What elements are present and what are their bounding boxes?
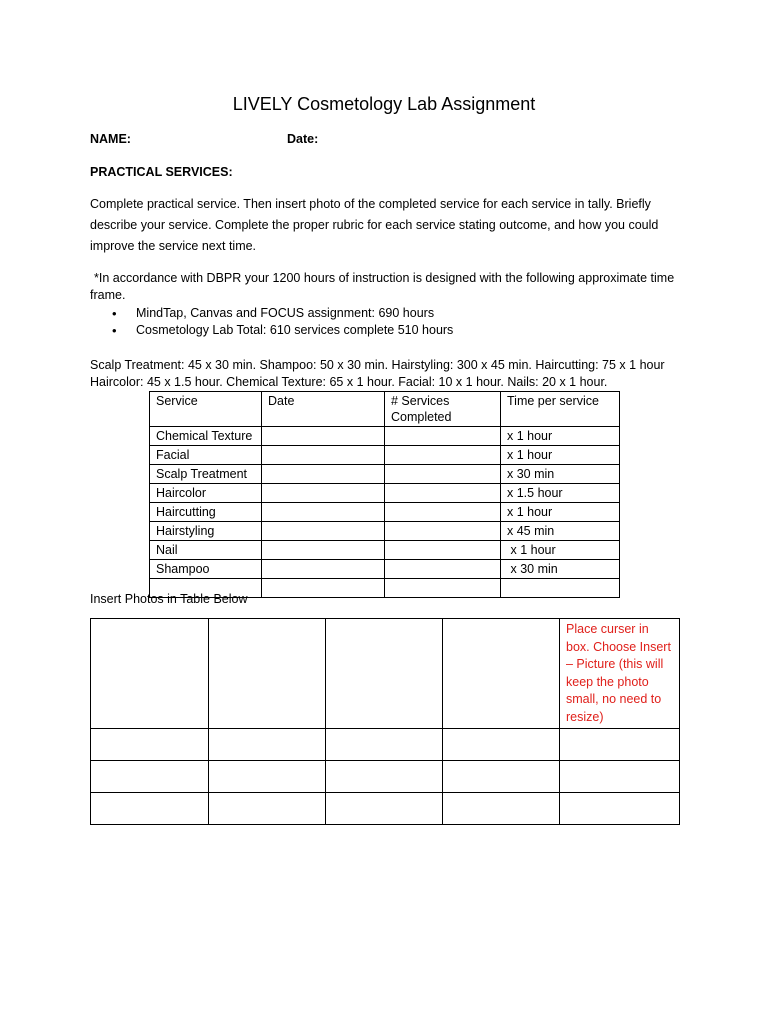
count-cell[interactable] — [385, 465, 501, 484]
page-title: LIVELY Cosmetology Lab Assignment — [232, 94, 536, 114]
date-cell[interactable] — [262, 446, 385, 465]
service-cell: Scalp Treatment — [150, 465, 262, 484]
photo-cell[interactable] — [91, 729, 209, 761]
service-cell: Nail — [150, 541, 262, 560]
date-cell[interactable] — [262, 484, 385, 503]
count-cell[interactable] — [385, 503, 501, 522]
photo-cell[interactable] — [209, 761, 326, 793]
date-label: Date: — [287, 132, 319, 146]
photos-table-caption: Insert Photos in Table Below — [90, 592, 248, 606]
table-row — [150, 484, 620, 503]
photo-cell[interactable] — [326, 619, 443, 729]
photo-cell[interactable] — [209, 619, 326, 729]
time-cell: x 1 hour — [501, 541, 620, 560]
photo-cell[interactable] — [443, 729, 560, 761]
date-cell[interactable] — [262, 522, 385, 541]
service-cell: Haircutting — [150, 503, 262, 522]
time-cell: x 30 min — [501, 560, 620, 579]
empty-cell[interactable] — [501, 579, 620, 598]
photo-cell[interactable] — [326, 761, 443, 793]
photo-cell[interactable] — [443, 793, 560, 825]
date-cell[interactable] — [262, 541, 385, 560]
table-row — [150, 503, 620, 522]
service-cell: Facial — [150, 446, 262, 465]
header-cell: Service — [150, 392, 262, 427]
date-cell[interactable] — [262, 465, 385, 484]
intro-paragraph: Complete practical service. Then insert photo of the completed service for each service in tally. Briefly describe your service. Complete the proper rubric for each service stating outcome, and how you could improve the service next time. — [90, 197, 659, 253]
photo-cell[interactable] — [560, 761, 680, 793]
name-label: NAME: — [90, 132, 131, 146]
table-row — [150, 560, 620, 579]
count-cell[interactable] — [385, 427, 501, 446]
table-row — [150, 465, 620, 484]
time-cell: x 30 min — [501, 465, 620, 484]
photo-row — [91, 729, 680, 761]
count-cell[interactable] — [385, 446, 501, 465]
photo-instruction-cell[interactable]: Place curser in box. Choose Insert – Picture (this will keep the photo small, no need to resize) — [560, 619, 680, 729]
table-row — [150, 522, 620, 541]
table-row — [150, 427, 620, 446]
date-cell[interactable] — [262, 503, 385, 522]
hours-bullet-list — [90, 305, 690, 339]
photo-row — [91, 761, 680, 793]
tally-header-row — [150, 392, 620, 427]
service-cell: Haircolor — [150, 484, 262, 503]
practical-services-heading: PRACTICAL SERVICES: — [90, 165, 233, 179]
photo-cell[interactable] — [91, 761, 209, 793]
service-tally-table — [149, 391, 620, 598]
date-cell[interactable] — [262, 427, 385, 446]
empty-cell[interactable] — [385, 579, 501, 598]
header-cell: # Services Completed — [385, 392, 501, 427]
empty-cell[interactable] — [262, 579, 385, 598]
count-cell[interactable] — [385, 484, 501, 503]
header-cell: Time per service — [501, 392, 620, 427]
photo-cell[interactable] — [91, 619, 209, 729]
header-cell: Date — [262, 392, 385, 427]
photo-cell[interactable] — [209, 729, 326, 761]
requirements-line-1: Scalp Treatment: 45 x 30 min. Shampoo: 50 x 30 min. Hairstyling: 300 x 45 min. Haircutting: 75 x 1 hour — [90, 358, 665, 372]
dbpr-note: *In accordance with DBPR your 1200 hours of instruction is designed with the following approximate time frame. — [90, 271, 675, 302]
photo-cell[interactable] — [443, 619, 560, 729]
photo-cell[interactable] — [560, 793, 680, 825]
count-cell[interactable] — [385, 522, 501, 541]
photos-table — [90, 618, 680, 825]
service-cell: Chemical Texture — [150, 427, 262, 446]
count-cell[interactable] — [385, 560, 501, 579]
bullet-item: • MindTap, Canvas and FOCUS assignment: 690 hours — [90, 305, 690, 322]
date-cell[interactable] — [262, 560, 385, 579]
time-cell: x 1.5 hour — [501, 484, 620, 503]
service-cell: Shampoo — [150, 560, 262, 579]
time-cell: x 1 hour — [501, 427, 620, 446]
photo-cell[interactable] — [560, 729, 680, 761]
photo-cell[interactable] — [91, 793, 209, 825]
count-cell[interactable] — [385, 541, 501, 560]
photo-row — [91, 619, 680, 729]
time-cell: x 45 min — [501, 522, 620, 541]
service-cell: Hairstyling — [150, 522, 262, 541]
photo-row — [91, 793, 680, 825]
photo-cell[interactable] — [443, 761, 560, 793]
bullet-item: • Cosmetology Lab Total: 610 services complete 510 hours — [90, 322, 690, 339]
table-row — [150, 541, 620, 560]
table-row — [150, 446, 620, 465]
photo-cell[interactable] — [326, 793, 443, 825]
time-cell: x 1 hour — [501, 503, 620, 522]
photo-cell[interactable] — [209, 793, 326, 825]
requirements-line-2: Haircolor: 45 x 1.5 hour. Chemical Texture: 65 x 1 hour. Facial: 10 x 1 hour. Nails: 20 x 1 hour. — [90, 375, 608, 389]
photo-cell[interactable] — [326, 729, 443, 761]
time-cell: x 1 hour — [501, 446, 620, 465]
